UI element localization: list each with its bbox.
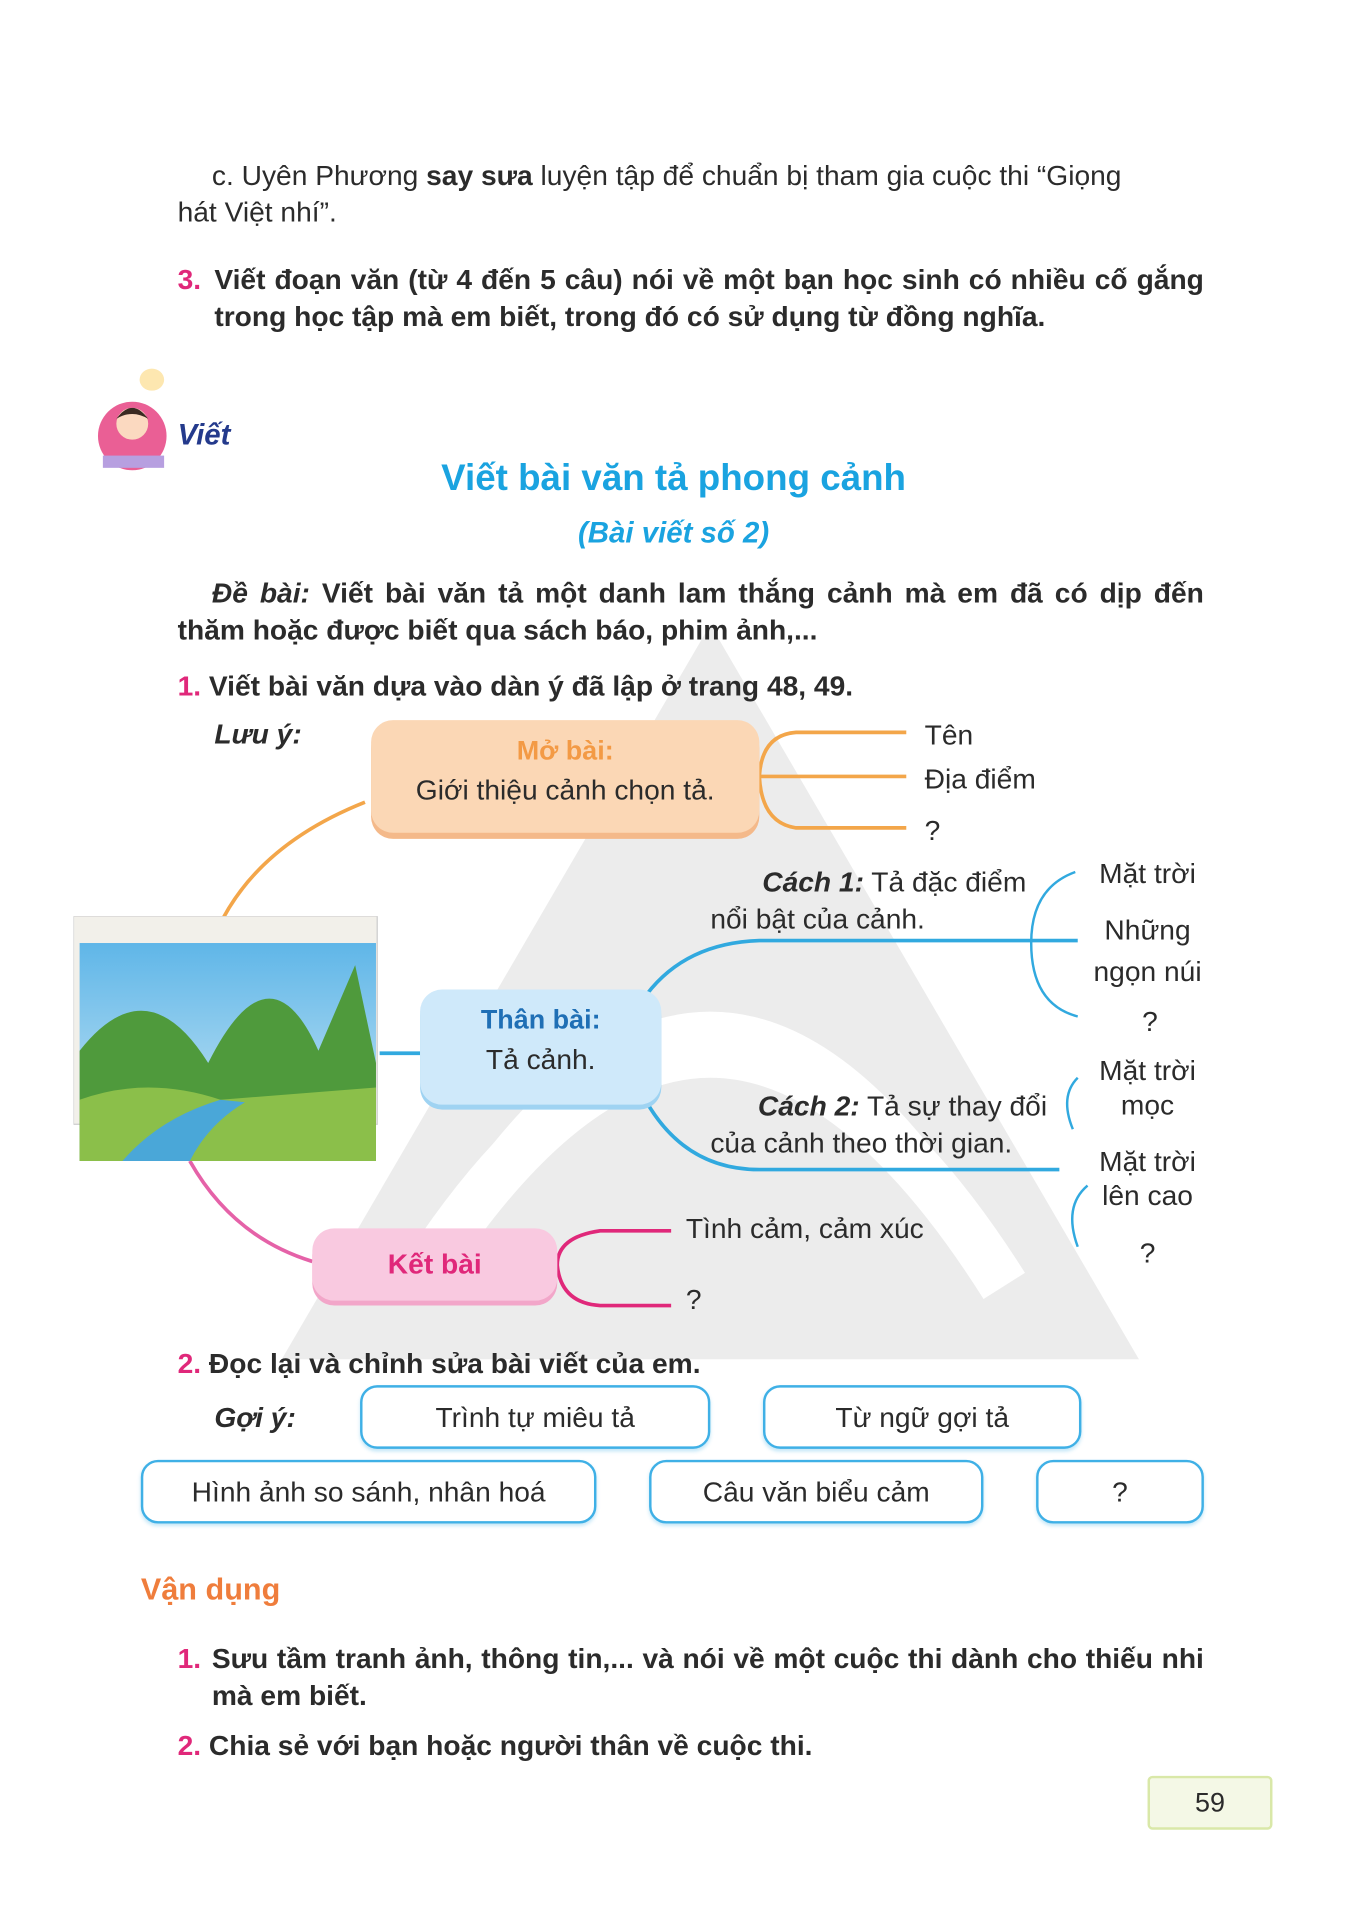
hint-chip: Từ ngữ gợi tả [763,1385,1081,1449]
prompt: Đề bài: Viết bài văn tả một danh lam thắng cảnh mà em đã có dịp đến thăm hoặc được biết qua sách báo, phim ảnh,... [177,576,1204,646]
cach-1: Cách 1: Tả đặc điểm nổi bật của cảnh. [710,865,1027,935]
task-3: 3. Viết đoạn văn (từ 4 đến 5 câu) nói về một bạn học sinh có nhiều cố gắng trong học tập mà em biết, trong đó có sử dụng từ đồng nghĩa. [177,263,1204,332]
hint-label: Gợi ý: [214,1401,296,1433]
hint-chip: Hình ảnh so sánh, nhân hoá [141,1460,597,1524]
apply-heading: Vận dụng [140,1572,281,1607]
page-number: 59 [1148,1776,1273,1830]
cach-2-item: Mặt trời lên cao [1099,1145,1196,1212]
hint-chip: Trình tự miêu tả [360,1385,710,1449]
cach-2-item: Mặt trời mọc [1099,1054,1196,1121]
hint-chip: ? [1036,1460,1204,1524]
mo-bai-branch: Địa điểm [924,762,1036,795]
apply-item-1: 1. Sưu tầm tranh ảnh, thông tin,... và nói về một cuộc thi dành cho thiếu nhi mà em biết. [177,1642,1204,1711]
hint-chip: Câu văn biểu cảm [649,1460,983,1524]
section-label: Viết [177,418,231,452]
ket-bai-branch: Tình cảm, cảm xúc [685,1212,924,1245]
mo-bai-node: Mở bài: Giới thiệu cảnh chọn tả. [371,720,759,833]
ket-bai-node: Kết bài [312,1228,557,1300]
page-title: Viết bài văn tả phong cảnh [441,458,906,499]
page-subtitle: (Bài viết số 2) [578,516,770,550]
cach-1-item: ? [1142,1005,1158,1038]
cach-2-item: ? [1139,1236,1156,1269]
mo-bai-branch: ? [924,814,941,847]
apply-item-2: 2. Chia sẻ với bạn hoặc người thân về cuộc thi. [177,1729,813,1762]
step-2: 2. Đọc lại và chỉnh sửa bài viết của em. [177,1347,701,1380]
mo-bai-branch: Tên [924,718,974,751]
cach-1-item: Mặt trời [1099,857,1196,890]
cach-2: Cách 2: Tả sự thay đổi của cảnh theo thời gian. [710,1089,1048,1159]
note-label: Lưu ý: [214,717,302,750]
landscape-illustration [73,916,379,1163]
ket-bai-branch: ? [685,1283,702,1316]
exercise-c: c. Uyên Phương say sưa luyện tập để chuẩn bị tham gia cuộc thi “Giọng hát Việt nhí”. [177,159,1122,228]
than-bai-node: Thân bài: Tả cảnh. [420,990,661,1105]
cach-1-item: Những ngọn núi [1093,913,1202,988]
step-1: 1. Viết bài văn dựa vào dàn ý đã lập ở trang 48, 49. [177,669,854,702]
